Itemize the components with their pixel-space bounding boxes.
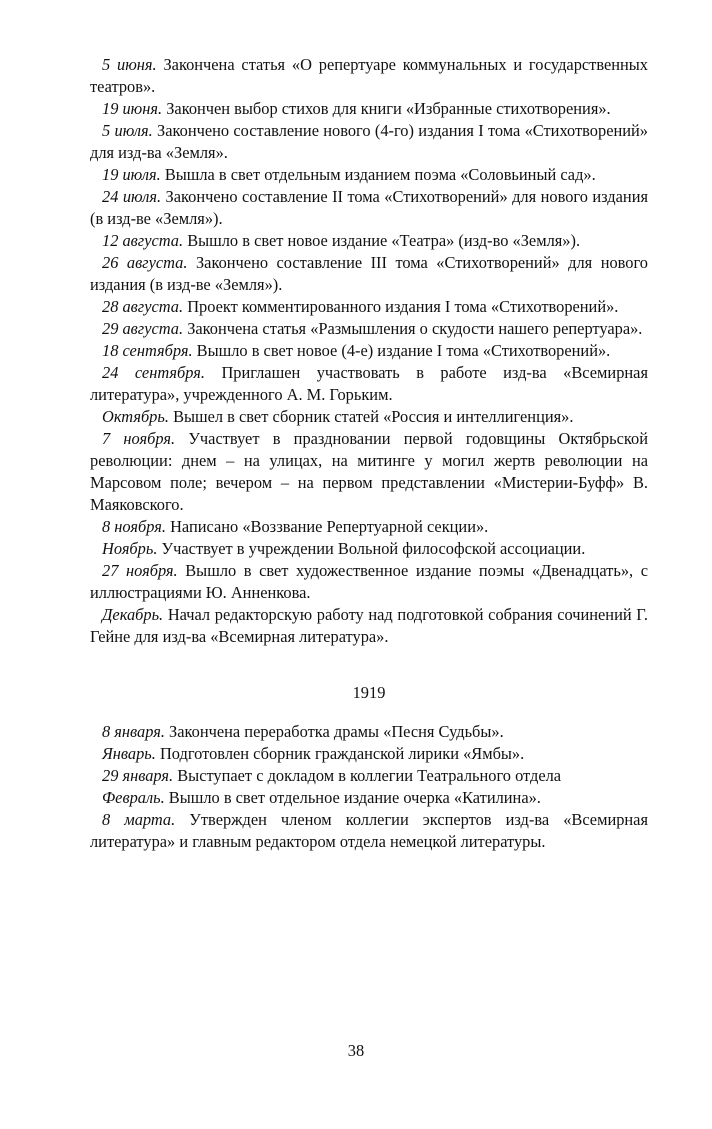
entry-text: Вышла в свет отдельным изданием поэма «Соловьиный сад». [164,165,596,184]
entry-text: Закончен выбор стихов для книги «Избранные стихотворения». [166,99,611,118]
entry-text: Утвержден членом коллегии экспертов изд-ва «Всемирная литература» и главным редактором отдела немецкой литературы. [90,810,648,851]
chronicle-entry [90,340,648,362]
entry-text: Закончена переработка драмы «Песня Судьбы». [169,722,504,741]
chronicle-entry [90,538,648,560]
entry-date: 29 августа. [102,319,184,338]
chronicle-entry [90,604,648,648]
entry-date: 8 ноября. [102,517,166,536]
entry-text: Написано «Воззвание Репертуарной секции». [170,517,489,536]
entry-date: 29 января. [102,766,174,785]
entry-date: 26 августа. [102,253,188,272]
chronicle-entry [90,164,648,186]
chronicle-entry [90,809,648,853]
entry-text: Вышло в свет новое издание «Театра» (изд-во «Земля»). [187,231,581,250]
chronicle-entry [90,230,648,252]
entry-text: Вышло в свет отдельное издание очерка «Катилина». [168,788,541,807]
entry-date: 5 июня. [102,55,157,74]
entry-text: Подготовлен сборник гражданской лирики «Ямбы». [159,744,525,763]
entry-date: Февраль. [102,788,165,807]
entry-date: 12 августа. [102,231,184,250]
chronicle-1918 [90,54,648,648]
chronicle-entry [90,120,648,164]
entry-text: Проект комментированного издания I тома «Стихотворений». [187,297,619,316]
entry-text: Закончено составление III тома «Стихотворений» для нового издания (в изд-ве «Земля»). [90,253,648,294]
entry-date: Январь. [102,744,156,763]
entry-date: Декабрь. [102,605,164,624]
chronicle-entry [90,54,648,98]
entry-date: 24 июля. [102,187,162,206]
entry-date: 19 июня. [102,99,163,118]
entry-date: 28 августа. [102,297,184,316]
chronicle-entry [90,98,648,120]
entry-date: 7 ноября. [102,429,176,448]
entry-text: Выступает с докладом в коллегии Театрального отдела [177,766,562,785]
entry-text: Вышло в свет новое (4-е) издание I тома «Стихотворений». [196,341,611,360]
chronicle-entry [90,560,648,604]
entry-text: Участвует в праздновании первой годовщины Октябрьской революции: днем – на улицах, на митинге у могил жертв революции на Марсовом поле; вечером – на первом представлении «Мистерии-Буфф» В. Маяковского. [90,429,648,514]
chronicle-1919 [90,721,648,853]
chronicle-entry [90,428,648,516]
chronicle-entry [90,721,648,743]
entry-text: Участвует в учреждении Вольной философской ассоциации. [161,539,586,558]
entry-text: Закончено составление II тома «Стихотворений» для нового издания (в изд-ве «Земля»). [90,187,649,228]
chronicle-entry [90,743,648,765]
entry-text: Закончена статья «Размышления о скудости нашего репертуара». [187,319,643,338]
chronicle-entry [90,362,648,406]
entry-date: 18 сентября. [102,341,193,360]
chronicle-entry [90,318,648,340]
entry-date: Октябрь. [102,407,169,426]
entry-date: 8 января. [102,722,165,741]
entry-date: 8 марта. [102,810,176,829]
year-heading: 1919 [352,683,386,702]
entry-date: Ноябрь. [102,539,158,558]
chronicle-entry [90,765,648,787]
entry-text: Закончена статья «О репертуаре коммунальных и государственных театров». [90,55,648,96]
entry-date: 24 сентября. [102,363,205,382]
chronicle-entry [90,186,648,230]
chronicle-entry [90,252,648,296]
entry-date: 19 июля. [102,165,161,184]
chronicle-entry [90,516,648,538]
entry-text: Начал редакторскую работу над подготовкой собрания сочинений Г. Гейне для изд-ва «Всемирная литература». [90,605,648,646]
entry-date: 5 июля. [102,121,153,140]
entry-text: Приглашен участвовать в работе изд-ва «Всемирная литература», учрежденного А. М. Горьким. [90,363,648,404]
entry-text: Вышло в свет художественное издание поэмы «Двенадцать», с иллюстрациями Ю. Анненкова. [90,561,648,602]
entry-date: 27 ноября. [102,561,178,580]
chronicle-entry [90,296,648,318]
page-number: 38 [347,1041,365,1060]
entry-text: Закончено составление нового (4-го) издания I тома «Стихотворений» для изд-ва «Земля». [90,121,648,162]
chronicle-entry [90,406,648,428]
chronicle-entry [90,787,648,809]
entry-text: Вышел в свет сборник статей «Россия и интеллигенция». [173,407,574,426]
book-page-body [90,54,648,853]
